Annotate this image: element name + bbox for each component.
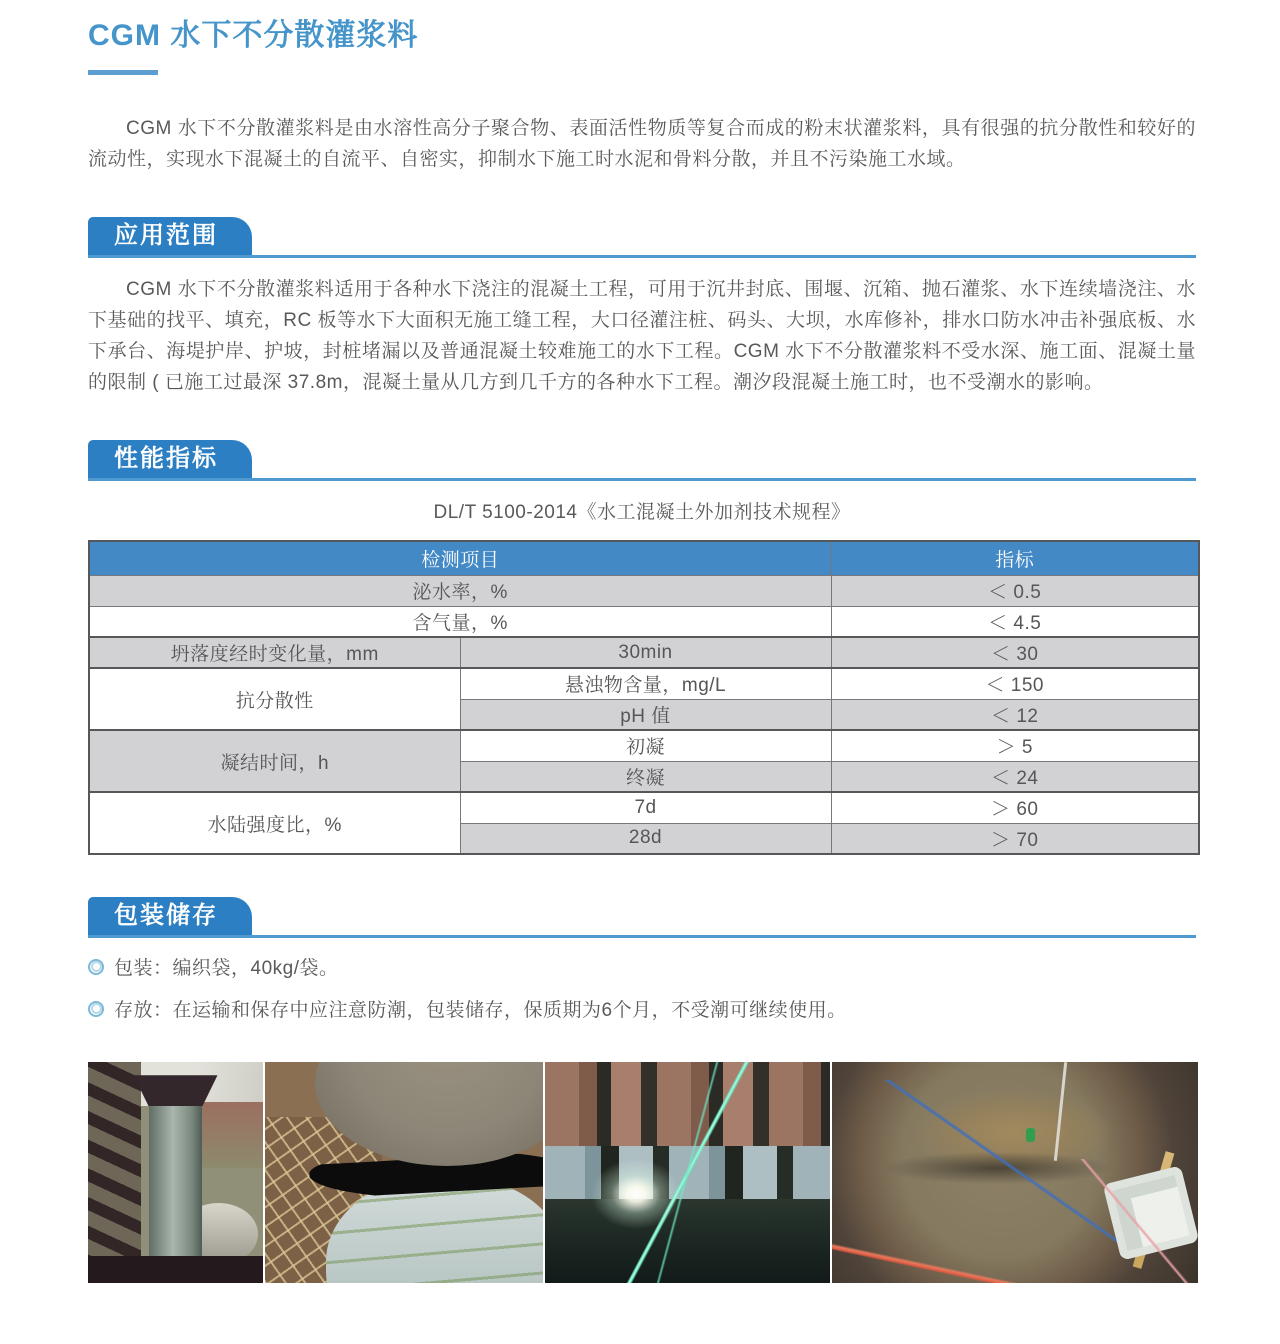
photo-pile-hopper-underwater-pouring — [88, 1062, 263, 1283]
section-badge-packaging: 包装储存 — [88, 897, 252, 935]
table-cell-sub: 悬浊物含量，mg/L — [460, 668, 831, 699]
site-photos-row — [88, 1062, 1198, 1283]
title-underline — [88, 70, 158, 75]
section-header-application — [88, 217, 1196, 258]
performance-table — [88, 540, 1200, 855]
table-row — [89, 730, 1199, 761]
photo-bridge-piers-night-grouting — [545, 1062, 830, 1283]
table-cell-item: 含气量，% — [89, 606, 831, 637]
table-row — [89, 668, 1199, 699]
photo-pile-cap-with-steel-casing — [265, 1062, 543, 1283]
packaging-item — [88, 953, 1196, 980]
table-cell-sub: 7d — [460, 792, 831, 823]
table-cell-sub: 28d — [460, 823, 831, 854]
table-cell-item: 坍落度经时变化量，mm — [89, 637, 460, 668]
standard-reference: DL/T 5100-2014《水工混凝土外加剂技术规程》 — [433, 502, 851, 523]
table-cell-value: ＜ 30 — [831, 637, 1199, 668]
table-header-item: 检测项目 — [89, 541, 831, 575]
table-cell-value: ＜ 12 — [831, 699, 1199, 730]
intro-paragraph: CGM 水下不分散灌浆料是由水溶性高分子聚合物、表面活性物质等复合而成的粉末状灌浆料，具有很强的抗分散性和较好的流动性，实现水下混凝土的自流平、自密实，抑制水下施工时水泥和骨料分散，并且不污染施工水域。 — [88, 118, 1196, 170]
storage-item-text: 存放：在运输和保存中应注意防潮，包装储存，保质期为6个月，不受潮可继续使用。 — [114, 1000, 847, 1021]
photo-caisson-excavation-site — [832, 1062, 1198, 1283]
ring-bullet-icon — [88, 1001, 104, 1017]
table-cell-value: ＞ 5 — [831, 730, 1199, 761]
table-cell-sub: 30min — [460, 637, 831, 668]
table-cell-sub: 终凝 — [460, 761, 831, 792]
section-header-packaging — [88, 897, 1196, 938]
table-row — [89, 606, 1199, 637]
table-cell-value: ＜ 150 — [831, 668, 1199, 699]
section-badge-performance: 性能指标 — [88, 440, 252, 478]
table-cell-sub: pH 值 — [460, 699, 831, 730]
table-cell-value: ＜ 4.5 — [831, 606, 1199, 637]
table-cell-item: 抗分散性 — [89, 668, 460, 730]
table-row — [89, 575, 1199, 606]
section-header-performance — [88, 440, 1196, 481]
table-cell-value: ＜ 0.5 — [831, 575, 1199, 606]
page-title: CGM 水下不分散灌浆料 — [88, 19, 419, 52]
section-badge-application: 应用范围 — [88, 217, 252, 255]
table-cell-value: ＞ 70 — [831, 823, 1199, 854]
table-header-value: 指标 — [831, 541, 1199, 575]
ring-bullet-icon — [88, 959, 104, 975]
table-cell-value: ＜ 24 — [831, 761, 1199, 792]
table-cell-sub: 初凝 — [460, 730, 831, 761]
table-row — [89, 792, 1199, 823]
table-row — [89, 637, 1199, 668]
packaging-item-text: 包装：编织袋，40kg/袋。 — [114, 958, 339, 979]
table-header-row — [89, 541, 1199, 575]
table-cell-value: ＞ 60 — [831, 792, 1199, 823]
table-cell-item: 泌水率，% — [89, 575, 831, 606]
application-paragraph: CGM 水下不分散灌浆料适用于各种水下浇注的混凝土工程，可用于沉井封底、围堰、沉箱、抛石灌浆、水下连续墙浇注、水下基础的找平、填充，RC 板等水下大面积无施工缝工程，大口径灌注桩、码头、大坝，水库修补，排水口防水冲击补强底板、水下承台、海堤护岸、护坡，封桩堵漏以及普通混凝土较难施工的水下工程。CGM 水下不分散灌浆料不受水深、施工面、混凝土量的限制 ( 已施工过最深 37.8m，混凝土量从几方到几千方的各种水下工程。潮汐段混凝土施工时，也不受潮水的影响。 — [88, 279, 1196, 393]
storage-item — [88, 995, 1196, 1022]
table-cell-item: 水陆强度比，% — [89, 792, 460, 854]
table-cell-item: 凝结时间，h — [89, 730, 460, 792]
